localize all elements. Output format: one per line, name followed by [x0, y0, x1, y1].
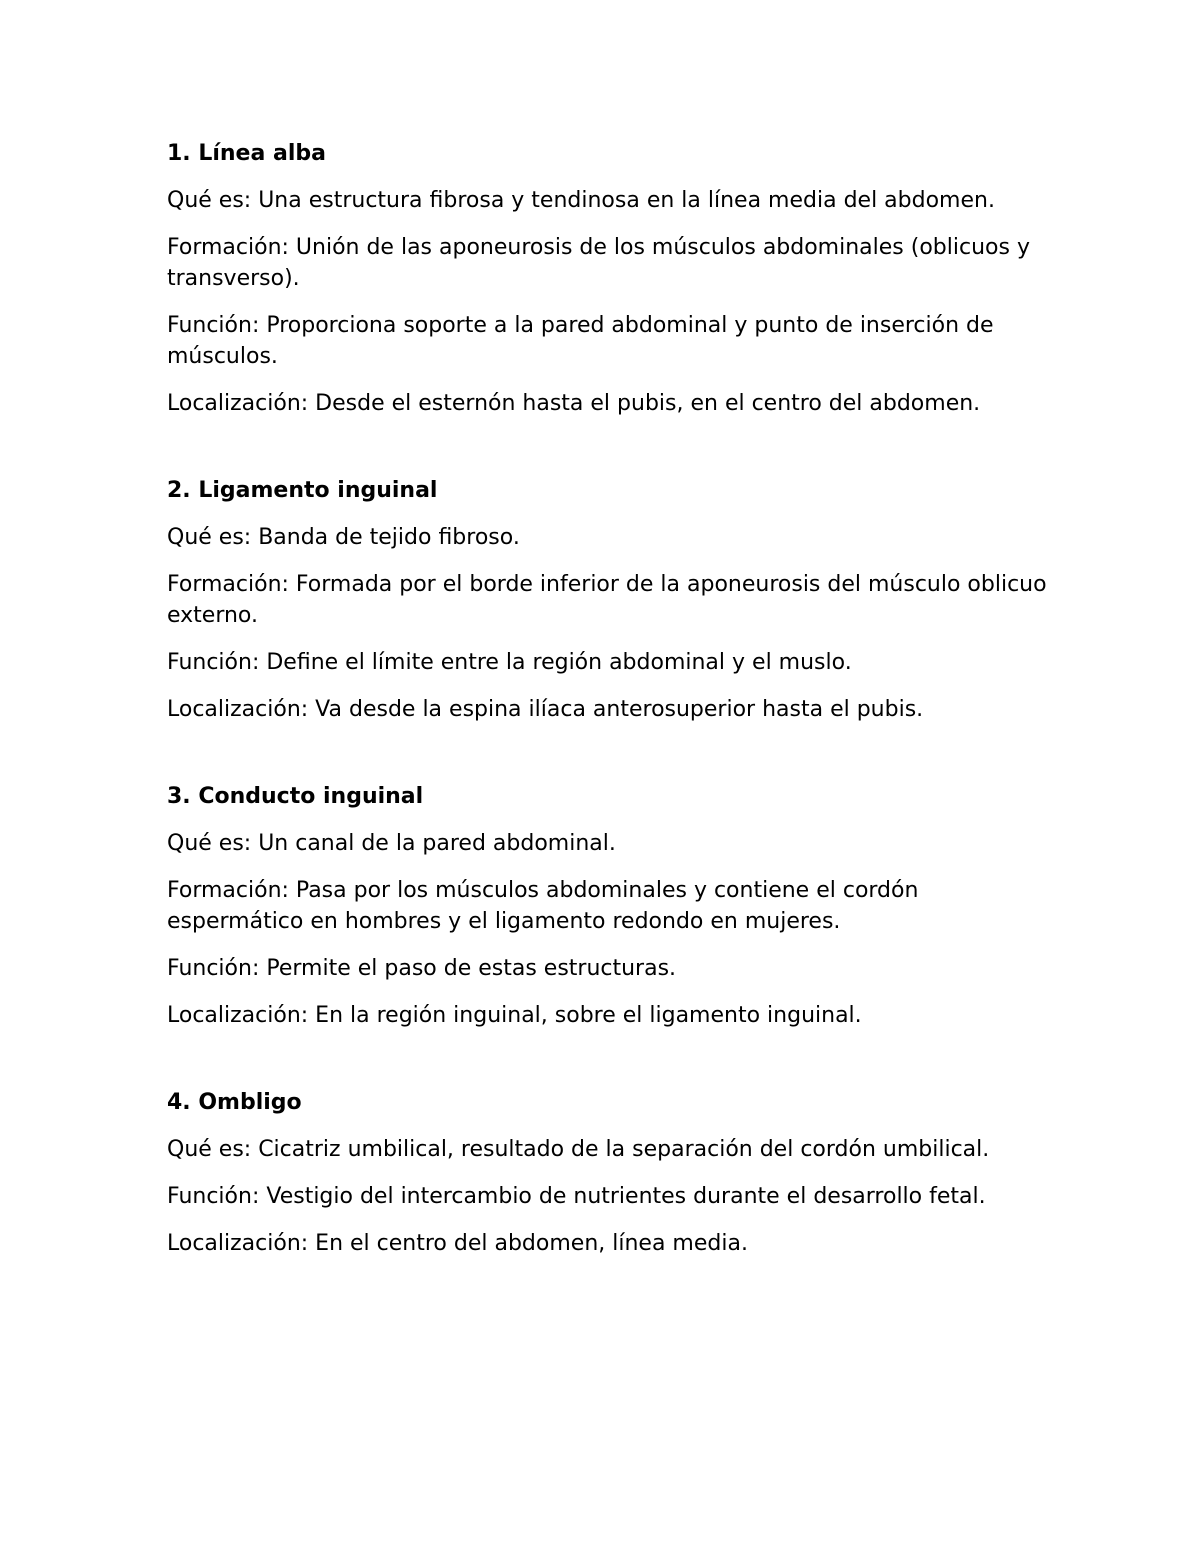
section-heading: 2. Ligamento inguinal — [167, 478, 438, 503]
section-heading: 1. Línea alba — [167, 141, 326, 166]
section-linea-alba — [167, 138, 1047, 419]
paragraph-localizacion: Localización: Va desde la espina ilíaca anterosuperior hasta el pubis. — [167, 697, 924, 722]
section-conducto-inguinal — [167, 781, 1047, 1031]
paragraph-localizacion: Localización: En la región inguinal, sobre el ligamento inguinal. — [167, 1003, 862, 1028]
paragraph-que-es: Qué es: Banda de tejido fibroso. — [167, 525, 520, 550]
paragraph-localizacion: Localización: Desde el esternón hasta el pubis, en el centro del abdomen. — [167, 391, 981, 416]
section-ligamento-inguinal — [167, 475, 1047, 725]
paragraph-formacion: Formación: Pasa por los músculos abdominales y contiene el cordón espermático en hombres y el ligamento redondo en mujeres. — [167, 878, 919, 934]
paragraph-que-es: Qué es: Una estructura fibrosa y tendinosa en la línea media del abdomen. — [167, 188, 995, 213]
section-ombligo — [167, 1087, 1047, 1259]
paragraph-funcion: Función: Define el límite entre la región abdominal y el muslo. — [167, 650, 852, 675]
paragraph-funcion: Función: Permite el paso de estas estructuras. — [167, 956, 677, 981]
paragraph-formacion: Formación: Formada por el borde inferior de la aponeurosis del músculo oblicuo externo. — [167, 572, 1047, 628]
paragraph-funcion: Función: Proporciona soporte a la pared abdominal y punto de inserción de músculos. — [167, 313, 994, 369]
paragraph-formacion: Formación: Unión de las aponeurosis de los músculos abdominales (oblicuos y transverso). — [167, 235, 1030, 291]
paragraph-que-es: Qué es: Un canal de la pared abdominal. — [167, 831, 616, 856]
paragraph-funcion: Función: Vestigio del intercambio de nutrientes durante el desarrollo fetal. — [167, 1184, 986, 1209]
section-heading: 4. Ombligo — [167, 1090, 302, 1115]
section-heading: 3. Conducto inguinal — [167, 784, 424, 809]
paragraph-que-es: Qué es: Cicatriz umbilical, resultado de la separación del cordón umbilical. — [167, 1137, 990, 1162]
paragraph-localizacion: Localización: En el centro del abdomen, línea media. — [167, 1231, 748, 1256]
document-page — [167, 138, 1047, 1259]
